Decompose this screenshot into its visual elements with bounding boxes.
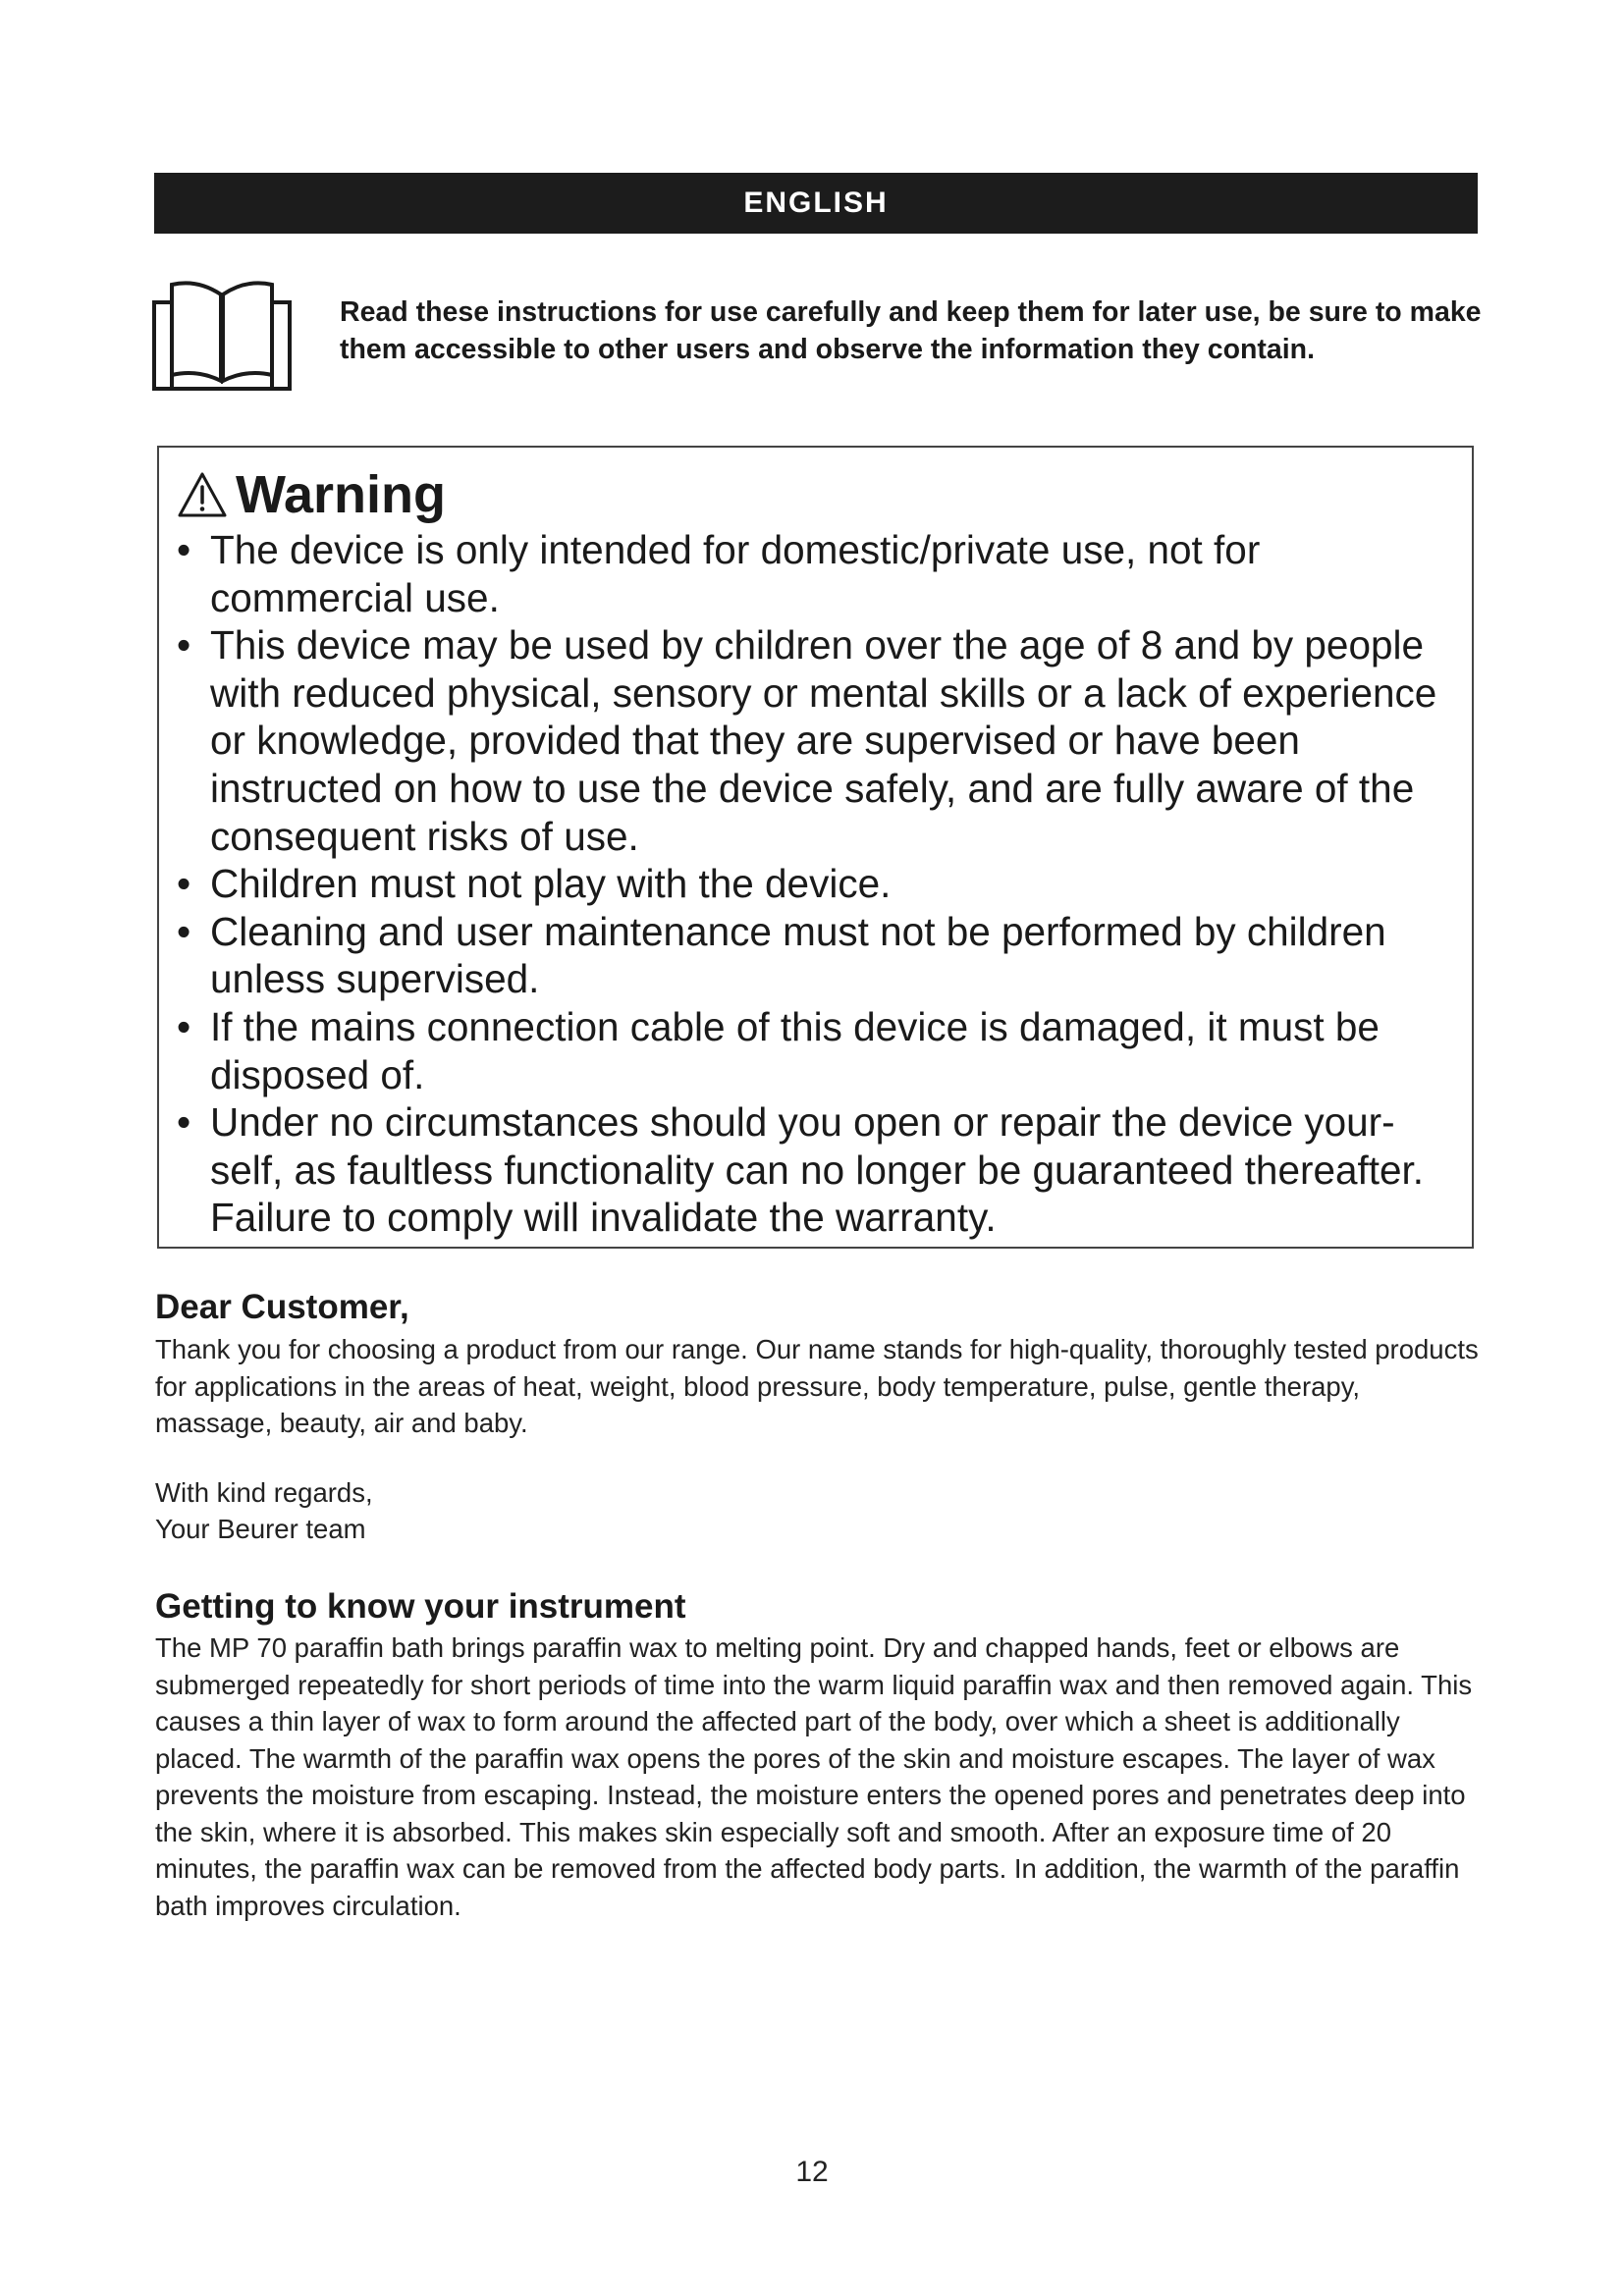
warning-title: Warning [236, 465, 446, 524]
warning-item: • The device is only intended for domestic/private use, not for commercial use. [177, 526, 1458, 621]
warning-item: • Children must not play with the device. [177, 860, 1458, 908]
warning-box [157, 446, 1474, 1249]
intro-notice: Read these instructions for use carefully and keep them for later use, be sure to make them accessible to other users and observe the information they contain. [340, 296, 1482, 365]
warning-item: • Under no circumstances should you open or repair the device your-self, as faultless functionality can no longer be guaranteed thereafter. Failure to comply will invalidate the warranty. [177, 1098, 1458, 1242]
signature-line: Your Beurer team [155, 1514, 366, 1544]
warning-list [177, 526, 1458, 1242]
dear-customer-body: Thank you for choosing a product from our range. Our name stands for high-quality, thoroughly tested products for applications in the areas of heat, weight, blood pressure, body temperature, pulse, gentle therapy, massage, beauty, air and baby. [155, 1334, 1479, 1438]
getting-to-know-heading: Getting to know your instrument [155, 1587, 686, 1626]
warning-triangle-icon [177, 470, 228, 519]
book-icon [152, 273, 292, 393]
warning-item: • This device may be used by children over the age of 8 and by people with reduced physical, sensory or mental skills or a lack of experience or knowledge, provided that they are supervised or have been instructed on how to use the device safely, and are fully aware of the consequent risks of use. [177, 621, 1458, 860]
warning-item: • If the mains connection cable of this device is damaged, it must be disposed of. [177, 1003, 1458, 1098]
page-number: 12 [795, 2156, 829, 2188]
warning-item: • Cleaning and user maintenance must not be performed by children unless supervised. [177, 908, 1458, 1003]
dear-customer-heading: Dear Customer, [155, 1288, 409, 1326]
warning-heading [177, 465, 446, 524]
language-header-bar: ENGLISH [154, 173, 1478, 234]
getting-to-know-body: The MP 70 paraffin bath brings paraffin wax to melting point. Dry and chapped hands, feet or elbows are submerged repeatedly for short periods of time into the warm liquid paraffin wax and then removed again. This causes a thin layer of wax to form around the affected part of the body, over which a sheet is additionally placed. The warmth of the paraffin wax opens the pores of the skin and moisture escapes. The layer of wax prevents the moisture from escaping. Instead, the moisture enters the opened pores and penetrates deep into the skin, where it is absorbed. This makes skin especially soft and smooth. After an exposure time of 20 minutes, the paraffin wax can be removed from the affected body parts. In addition, the warmth of the paraffin bath improves circulation. [155, 1632, 1473, 1921]
closing-line: With kind regards, [155, 1477, 373, 1508]
